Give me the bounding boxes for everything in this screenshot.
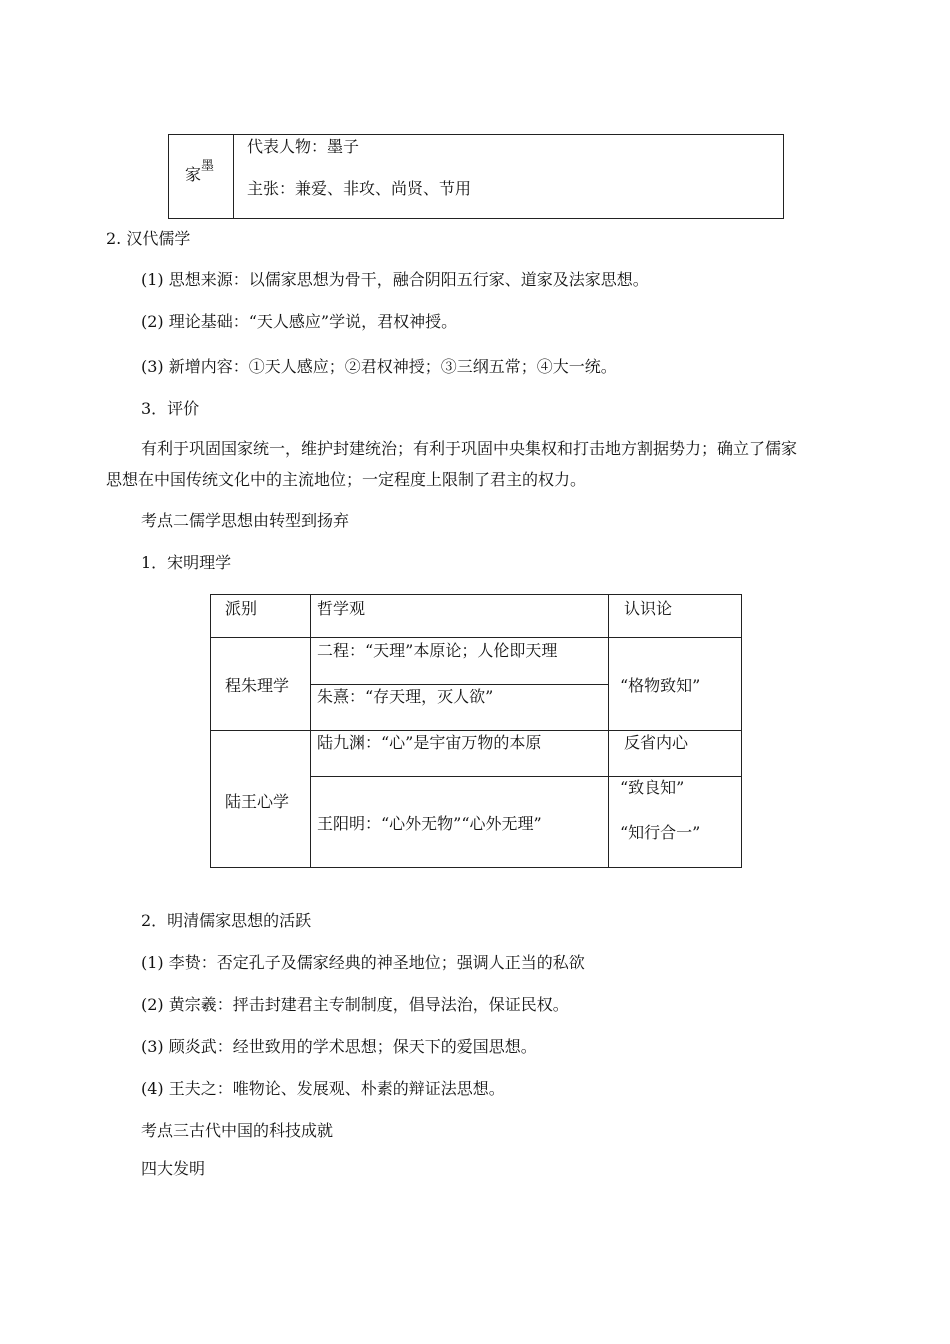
epistemology: “致良知” [620,778,685,797]
table-row-divider [310,776,741,777]
list-item: (2) 黄宗羲：抨击封建君主专制制度，倡导法治，保证民权。 [141,995,569,1014]
school-name-char: 家 [185,165,202,184]
table-col-divider [310,595,311,867]
table-header: 认识论 [624,599,673,618]
paragraph-line: 有利于巩固国家统一，维护封建统治；有利于巩固中央集权和打击地方割据势力；确立了儒家 [141,439,798,458]
school-name: 程朱理学 [225,676,290,695]
section-heading-han: 2. 汉代儒学 [106,229,191,248]
mojia-table [168,134,784,219]
list-item: (1) 思想来源：以儒家思想为骨干，融合阴阳五行家、道家及法家思想。 [141,270,649,289]
philosophy-view: 王阳明：“心外无物”“心外无理” [317,814,542,833]
point-heading: 考点三古代中国的科技成就 [141,1121,334,1140]
school-name: 陆王心学 [225,792,290,811]
philosophy-view: 陆九渊：“心”是宇宙万物的本原 [317,733,542,752]
table-row-divider [211,637,741,638]
table-row-divider [211,730,741,731]
section-heading-ming-qing: 2．明清儒家思想的活跃 [141,911,312,930]
list-item: (3) 顾炎武：经世致用的学术思想；保天下的爱国思想。 [141,1037,537,1056]
point-heading: 考点二儒学思想由转型到扬弃 [141,511,350,530]
representative-figure: 代表人物：墨子 [247,137,360,156]
table-header: 哲学观 [317,599,366,618]
table-row-divider [310,684,609,685]
song-ming-table [210,594,742,868]
section-heading-evaluation: 3．评价 [141,399,200,418]
table-header: 派别 [225,599,258,618]
list-item: (3) 新增内容：①天人感应；②君权神授；③三纲五常；④大一统。 [141,357,617,376]
table-divider [233,135,234,218]
paragraph-line: 思想在中国传统文化中的主流地位；一定程度上限制了君主的权力。 [106,470,587,489]
section-heading-four-inventions: 四大发明 [141,1159,206,1178]
propositions: 主张：兼爱、非攻、尚贤、节用 [247,179,472,198]
philosophy-view: 二程：“天理”本原论；人伦即天理 [317,641,558,660]
section-heading-song-ming: 1．宋明理学 [141,553,232,572]
list-item: (2) 理论基础：“天人感应”学说，君权神授。 [141,312,458,331]
table-col-divider [608,595,609,867]
epistemology: “知行合一” [620,823,701,842]
school-name-char: 墨 [201,159,215,174]
philosophy-view: 朱熹：“存天理，灭人欲” [317,687,494,706]
epistemology: 反省内心 [624,733,689,752]
list-item: (4) 王夫之：唯物论、发展观、朴素的辩证法思想。 [141,1079,505,1098]
epistemology: “格物致知” [620,676,701,695]
list-item: (1) 李贽：否定孔子及儒家经典的神圣地位；强调人正当的私欲 [141,953,585,972]
